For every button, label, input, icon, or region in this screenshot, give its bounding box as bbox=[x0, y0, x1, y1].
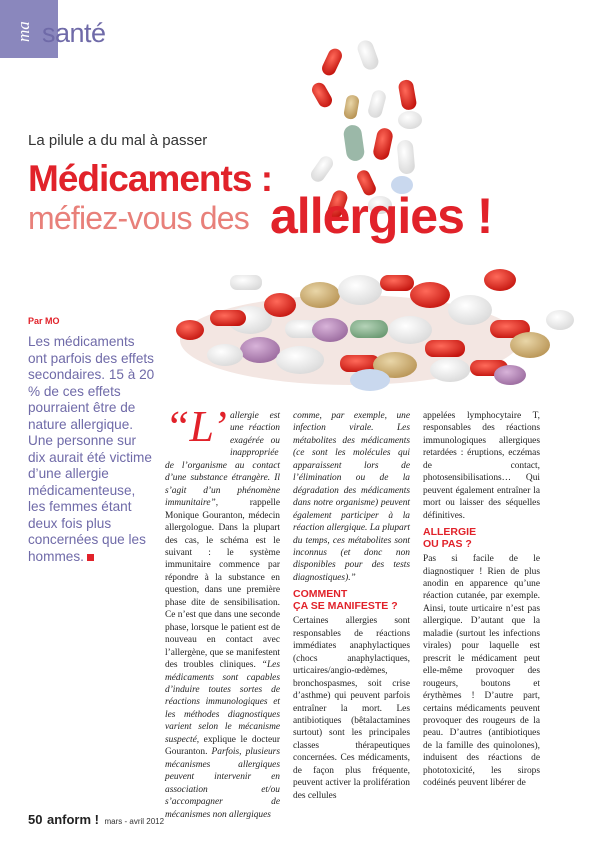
col3-text-2: Pas si facile de le diagnostiquer ! Rien de plus anodin en apparence qu’une réaction cutanée, par exemple. Ainsi, toute urticaire n’est pas allergique. D’autant que la maladie (surtout les infections virales) pour laquelle est prescrit le médicament peut elle-même provoquer des rougeurs, boutons et érythèmes ! D’autre part, certains médicaments peuvent provoquer des rougeurs de la peau. D’autres (antibiotiques de la famille des quinolones), induisent des réactions de phototoxicité, les sirops codéinés peuvent libérer de bbox=[423, 554, 540, 789]
section-rubric bbox=[0, 0, 140, 58]
col1-text-2: explique le docteur Gouranton. bbox=[165, 734, 280, 758]
pill-pile bbox=[176, 269, 574, 391]
rubric-sante: santé bbox=[42, 18, 106, 48]
col3-text-1: appelées lymphocytaire T, responsables des réactions immunologiques allergiques retardées : éruptions, eczémas de contact, photosensibilisations… Qui peuvent également entraîner la mort ou laisser des séquelles définitives. bbox=[423, 411, 540, 521]
col2-quote: comme, par exemple, une infection virale. Les métabolites des médicaments (ce sont les molécules qui apparaissent lors de l’élimination ou de la dégradation des médicaments dans notre organisme) peuvent également participer à la réaction allergique. La plupart du temps, ces métabolites sont inconnus (et donc non disponibles pour des tests diagnostiques).” bbox=[293, 411, 410, 583]
headline-line1: Médicaments : bbox=[28, 158, 273, 199]
drop-quote: “L’ bbox=[165, 402, 227, 451]
page-footer bbox=[28, 812, 164, 827]
rubric-ma: ma bbox=[14, 21, 33, 42]
issue-date: mars - avril 2012 bbox=[104, 817, 165, 826]
headline-kicker: La pilule a du mal à passer bbox=[28, 132, 208, 149]
subhead-allergie-line1: ALLERGIE bbox=[423, 526, 477, 539]
subhead-allergie bbox=[423, 526, 540, 550]
subhead-comment bbox=[293, 588, 410, 612]
article-column-3 bbox=[423, 410, 540, 790]
end-mark bbox=[87, 554, 94, 561]
lead-text: Les médicaments ont parfois des effets secondaires. 15 à 20 % de ces effets pourraient être de nature allergique. Une personne sur dix aurait été victime d’une allergie médicamenteuse, les femmes étant deux fois plus concernées que les hommes. bbox=[28, 334, 155, 564]
col1-quote-2: “Les médicaments sont capables d’induire toutes sortes de réactions immunologiques et les méthodes diagnostiques varient selon le mécanisme suspecté, bbox=[165, 660, 280, 745]
headline-line2: méfiez-vous des bbox=[28, 200, 249, 236]
author-byline: Par MO bbox=[28, 316, 60, 326]
col2-text: Certaines allergies sont responsables de réactions immédiates anaphylactiques (chocs anaphylactiques, urticaires/angio-œdèmes, bronchospasmes, soit crise d’asthme) qui peuvent parfois entraîner la mort. Les antibiotiques (bêtalactamines surtout) sont les principales classes thérapeutiques concernées. Ces médicaments, de façon plus fréquente, peuvent activer la prolifération des cellules bbox=[293, 616, 410, 801]
subhead-comment-line1: COMMENT bbox=[293, 588, 348, 601]
article-column-2 bbox=[293, 410, 410, 802]
col1-quote-3: Parfois, plusieurs mécanismes allergiques peuvent intervenir en association et/ou s’accompagner de mécanismes non allergiques bbox=[165, 747, 280, 820]
col1-quote-1: allergie est une réaction exagérée ou inappropriée de l’organisme au contact d’une substance étrangère. Il s’agit d’un phénomène immunitaire”, bbox=[165, 411, 280, 509]
magazine-name: anform ! bbox=[46, 812, 99, 827]
headline-line3: allergies ! bbox=[270, 188, 493, 244]
col1-text-1: rappelle Monique Gouranton, médecin allergologue. Dans la plupart des cas, le schéma est le suivant : le système immunitaire commence par répondre à la substance en question, dans une première phase dite de sensibilisation. Ce n’est que dans une seconde phase, lorsque le patient est de nouveau en contact avec l’allergène, que se manifestent des troubles cliniques. bbox=[165, 498, 280, 671]
subhead-comment-line2: ÇA SE MANIFESTE ? bbox=[293, 600, 398, 613]
article-column-1 bbox=[165, 402, 280, 821]
page-number: 50 bbox=[28, 812, 43, 827]
subhead-allergie-line2: OU PAS ? bbox=[423, 538, 472, 551]
column1-paragraph bbox=[165, 402, 280, 821]
lead-paragraph bbox=[28, 334, 156, 565]
